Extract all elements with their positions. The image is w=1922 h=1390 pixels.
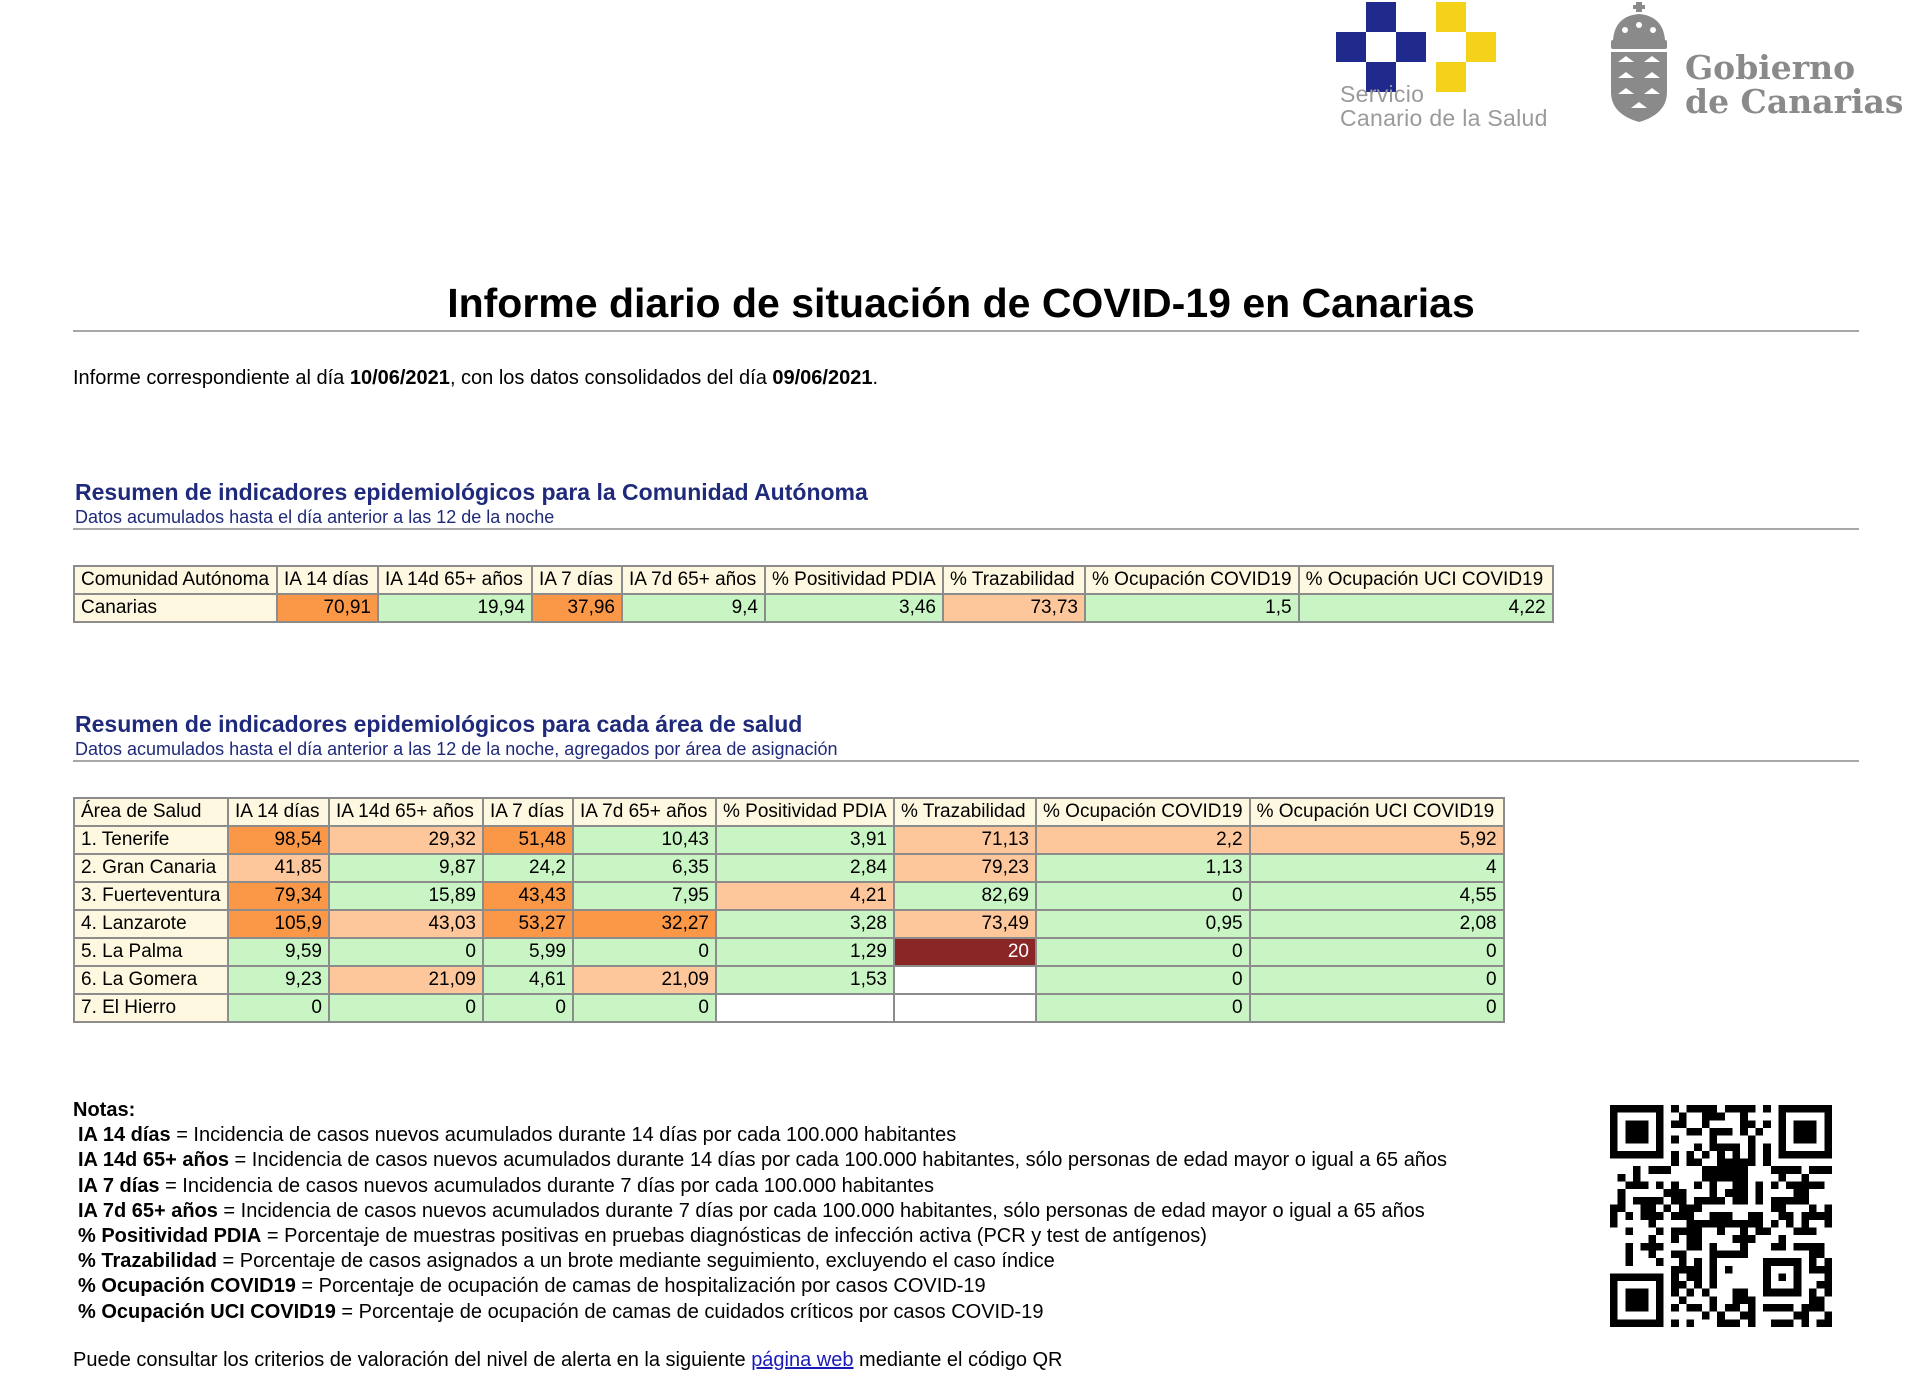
section1-subtitle: Datos acumulados hasta el día anterior a las 12 de la noche <box>75 507 555 527</box>
table-cell: 9,59 <box>228 938 329 966</box>
table-cell <box>894 966 1036 994</box>
page-title: Informe diario de situación de COVID-19 en Canarias <box>447 280 1475 326</box>
column-header: % Ocupación UCI COVID19 <box>1299 566 1553 594</box>
table-row <box>74 910 1504 938</box>
column-header: IA 14d 65+ años <box>378 566 532 594</box>
table-cell: 0 <box>228 994 329 1022</box>
note-term: IA 7 días <box>78 1174 160 1197</box>
logo-square <box>1396 32 1426 62</box>
table-cell: 1,5 <box>1085 594 1299 622</box>
table-row <box>74 938 1504 966</box>
note-definition: = Porcentaje de muestras positivas en pruebas diagnósticas de infección activa (PCR y test de antígenos) <box>261 1225 1207 1248</box>
note-term: % Ocupación UCI COVID19 <box>78 1300 336 1323</box>
table-cell: 79,34 <box>228 882 329 910</box>
logo-square <box>1436 62 1466 92</box>
column-header: % Trazabilidad <box>943 566 1085 594</box>
table-cell: 19,94 <box>378 594 532 622</box>
note-item <box>73 1249 1447 1274</box>
section1-divider <box>73 528 1859 530</box>
note-item <box>73 1224 1447 1249</box>
table-cell: 3,46 <box>765 594 943 622</box>
section2-divider <box>73 760 1859 762</box>
note-term: % Positividad PDIA <box>78 1225 262 1248</box>
column-header: % Ocupación COVID19 <box>1085 566 1299 594</box>
table-cell: 41,85 <box>228 854 329 882</box>
gobierno-canarias-logo <box>1605 0 1905 130</box>
column-header: % Trazabilidad <box>894 798 1036 826</box>
row-label: 5. La Palma <box>74 938 228 966</box>
table-cell: 7,95 <box>573 882 716 910</box>
note-item <box>73 1274 1447 1299</box>
logo-square <box>1466 32 1496 62</box>
table-cell: 6,35 <box>573 854 716 882</box>
note-definition: = Incidencia de casos nuevos acumulados durante 14 días por cada 100.000 habitantes <box>170 1124 957 1147</box>
table-cell: 0 <box>573 994 716 1022</box>
column-header: Área de Salud <box>74 798 228 826</box>
note-term: % Ocupación COVID19 <box>78 1275 296 1298</box>
table-cell: 20 <box>894 938 1036 966</box>
table-cell: 43,03 <box>329 910 483 938</box>
table-cell: 0 <box>573 938 716 966</box>
table-cell: 70,91 <box>277 594 378 622</box>
note-item <box>73 1199 1447 1224</box>
intro-text: Informe correspondiente al día <box>73 367 350 389</box>
table-cell: 2,2 <box>1036 826 1250 854</box>
table-cell: 73,49 <box>894 910 1036 938</box>
note-term: % Trazabilidad <box>78 1250 217 1273</box>
table-cell: 9,4 <box>622 594 765 622</box>
note-term: IA 14d 65+ años <box>78 1149 229 1172</box>
table-cell: 71,13 <box>894 826 1036 854</box>
row-label: 4. Lanzarote <box>74 910 228 938</box>
note-definition: = Porcentaje de casos asignados a un brote mediante seguimiento, excluyendo el caso índice <box>216 1250 1055 1273</box>
table-cell: 0 <box>1036 994 1250 1022</box>
table-cell: 73,73 <box>943 594 1085 622</box>
table-cell <box>894 994 1036 1022</box>
table-cell: 29,32 <box>329 826 483 854</box>
footer-text <box>73 1349 1063 1372</box>
logo-square <box>1366 2 1396 32</box>
table-cell: 4 <box>1250 854 1504 882</box>
consolidated-date: 09/06/2021 <box>772 367 873 389</box>
table-cell: 0 <box>1250 938 1504 966</box>
health-areas-table <box>73 797 1505 1023</box>
table-cell: 82,69 <box>894 882 1036 910</box>
note-definition: = Incidencia de casos nuevos acumulados durante 7 días por cada 100.000 habitantes <box>159 1174 934 1197</box>
gobierno-logo-line2: de Canarias <box>1685 82 1904 121</box>
table-cell: 4,55 <box>1250 882 1504 910</box>
column-header: % Ocupación UCI COVID19 <box>1250 798 1504 826</box>
table-cell: 0,95 <box>1036 910 1250 938</box>
column-header: IA 7d 65+ años <box>573 798 716 826</box>
note-definition: = Incidencia de casos nuevos acumulados durante 7 días por cada 100.000 habitantes, sólo personas de edad mayor o igual a 65 años <box>217 1199 1425 1222</box>
table-cell: 4,21 <box>716 882 894 910</box>
table-cell: 21,09 <box>573 966 716 994</box>
table-cell: 53,27 <box>483 910 573 938</box>
note-definition: = Porcentaje de ocupación de camas de cuidados críticos por casos COVID-19 <box>335 1300 1044 1323</box>
table-row <box>74 882 1504 910</box>
title-divider <box>73 330 1859 332</box>
logo-square <box>1336 32 1366 62</box>
note-item <box>73 1123 1447 1148</box>
report-date: 10/06/2021 <box>349 367 450 389</box>
coat-of-arms-icon <box>1605 0 1675 125</box>
column-header: IA 7 días <box>532 566 622 594</box>
table-row <box>74 966 1504 994</box>
column-header: IA 14d 65+ años <box>329 798 483 826</box>
column-header: % Positividad PDIA <box>716 798 894 826</box>
table-cell: 9,87 <box>329 854 483 882</box>
column-header: IA 7 días <box>483 798 573 826</box>
table-cell: 10,43 <box>573 826 716 854</box>
table-cell: 0 <box>329 938 483 966</box>
row-label: 6. La Gomera <box>74 966 228 994</box>
table-cell: 0 <box>1036 938 1250 966</box>
table-cell: 1,53 <box>716 966 894 994</box>
column-header: IA 7d 65+ años <box>622 566 765 594</box>
note-item <box>73 1148 1447 1173</box>
table-cell: 2,08 <box>1250 910 1504 938</box>
column-header: % Positividad PDIA <box>765 566 943 594</box>
table-cell: 5,92 <box>1250 826 1504 854</box>
table-cell: 0 <box>1036 966 1250 994</box>
table-cell <box>716 994 894 1022</box>
table-cell: 4,61 <box>483 966 573 994</box>
column-header: IA 14 días <box>228 798 329 826</box>
row-label: 2. Gran Canaria <box>74 854 228 882</box>
section1-title: Resumen de indicadores epidemiológicos para la Comunidad Autónoma <box>75 479 868 505</box>
row-label: Canarias <box>74 594 277 622</box>
scs-logo <box>1312 0 1562 140</box>
section2-subtitle: Datos acumulados hasta el día anterior a las 12 de la noche, agregados por área de asignación <box>75 739 838 759</box>
table-row <box>74 994 1504 1022</box>
note-term: IA 14 días <box>78 1124 171 1147</box>
footer-text-part: Puede consultar los criterios de valoración del nivel de alerta en la siguiente <box>73 1349 752 1371</box>
gobierno-logo-line1: Gobierno <box>1685 48 1856 87</box>
table-cell: 51,48 <box>483 826 573 854</box>
table-cell: 0 <box>1250 966 1504 994</box>
table-cell: 0 <box>483 994 573 1022</box>
table-cell: 79,23 <box>894 854 1036 882</box>
row-label: 1. Tenerife <box>74 826 228 854</box>
notes <box>73 1098 1447 1325</box>
column-header: % Ocupación COVID19 <box>1036 798 1250 826</box>
scs-logo-line1: Servicio <box>1340 81 1425 107</box>
intro-text: , con los datos consolidados del día <box>449 367 773 389</box>
row-label: 3. Fuerteventura <box>74 882 228 910</box>
report-intro <box>73 365 878 391</box>
notes-title: Notas: <box>73 1099 136 1121</box>
table-cell: 1,29 <box>716 938 894 966</box>
table-cell: 21,09 <box>329 966 483 994</box>
section2-title: Resumen de indicadores epidemiológicos para cada área de salud <box>75 711 803 737</box>
table-cell: 3,28 <box>716 910 894 938</box>
table-cell: 9,23 <box>228 966 329 994</box>
table-cell: 105,9 <box>228 910 329 938</box>
qr-code-icon[interactable] <box>1610 1105 1832 1327</box>
column-header: IA 14 días <box>277 566 378 594</box>
note-definition: = Porcentaje de ocupación de camas de hospitalización por casos COVID-19 <box>295 1275 986 1298</box>
table-row <box>74 594 1553 622</box>
footer-text-part: mediante el código QR <box>853 1349 1063 1371</box>
row-label: 7. El Hierro <box>74 994 228 1022</box>
table-cell: 4,22 <box>1299 594 1553 622</box>
intro-text: . <box>872 367 879 389</box>
table-cell: 15,89 <box>329 882 483 910</box>
table-cell: 98,54 <box>228 826 329 854</box>
table-cell: 5,99 <box>483 938 573 966</box>
table-cell: 37,96 <box>532 594 622 622</box>
scs-logo-line2: Canario de la Salud <box>1340 105 1548 131</box>
note-item <box>73 1300 1447 1325</box>
note-definition: = Incidencia de casos nuevos acumulados durante 14 días por cada 100.000 habitantes, sólo personas de edad mayor o igual a 65 años <box>229 1149 1448 1172</box>
table-header-row <box>74 566 1553 594</box>
table-cell: 2,84 <box>716 854 894 882</box>
community-table <box>73 565 1554 623</box>
logo-square <box>1436 2 1466 32</box>
table-header-row <box>74 798 1504 826</box>
table-row <box>74 826 1504 854</box>
column-header: Comunidad Autónoma <box>74 566 277 594</box>
table-cell: 24,2 <box>483 854 573 882</box>
table-row <box>74 854 1504 882</box>
table-cell: 43,43 <box>483 882 573 910</box>
note-term: IA 7d 65+ años <box>78 1199 218 1222</box>
web-page-link[interactable]: página web <box>751 1349 854 1371</box>
table-cell: 0 <box>329 994 483 1022</box>
note-item <box>73 1174 1447 1199</box>
table-cell: 3,91 <box>716 826 894 854</box>
table-cell: 32,27 <box>573 910 716 938</box>
table-cell: 0 <box>1036 882 1250 910</box>
table-cell: 1,13 <box>1036 854 1250 882</box>
table-cell: 0 <box>1250 994 1504 1022</box>
